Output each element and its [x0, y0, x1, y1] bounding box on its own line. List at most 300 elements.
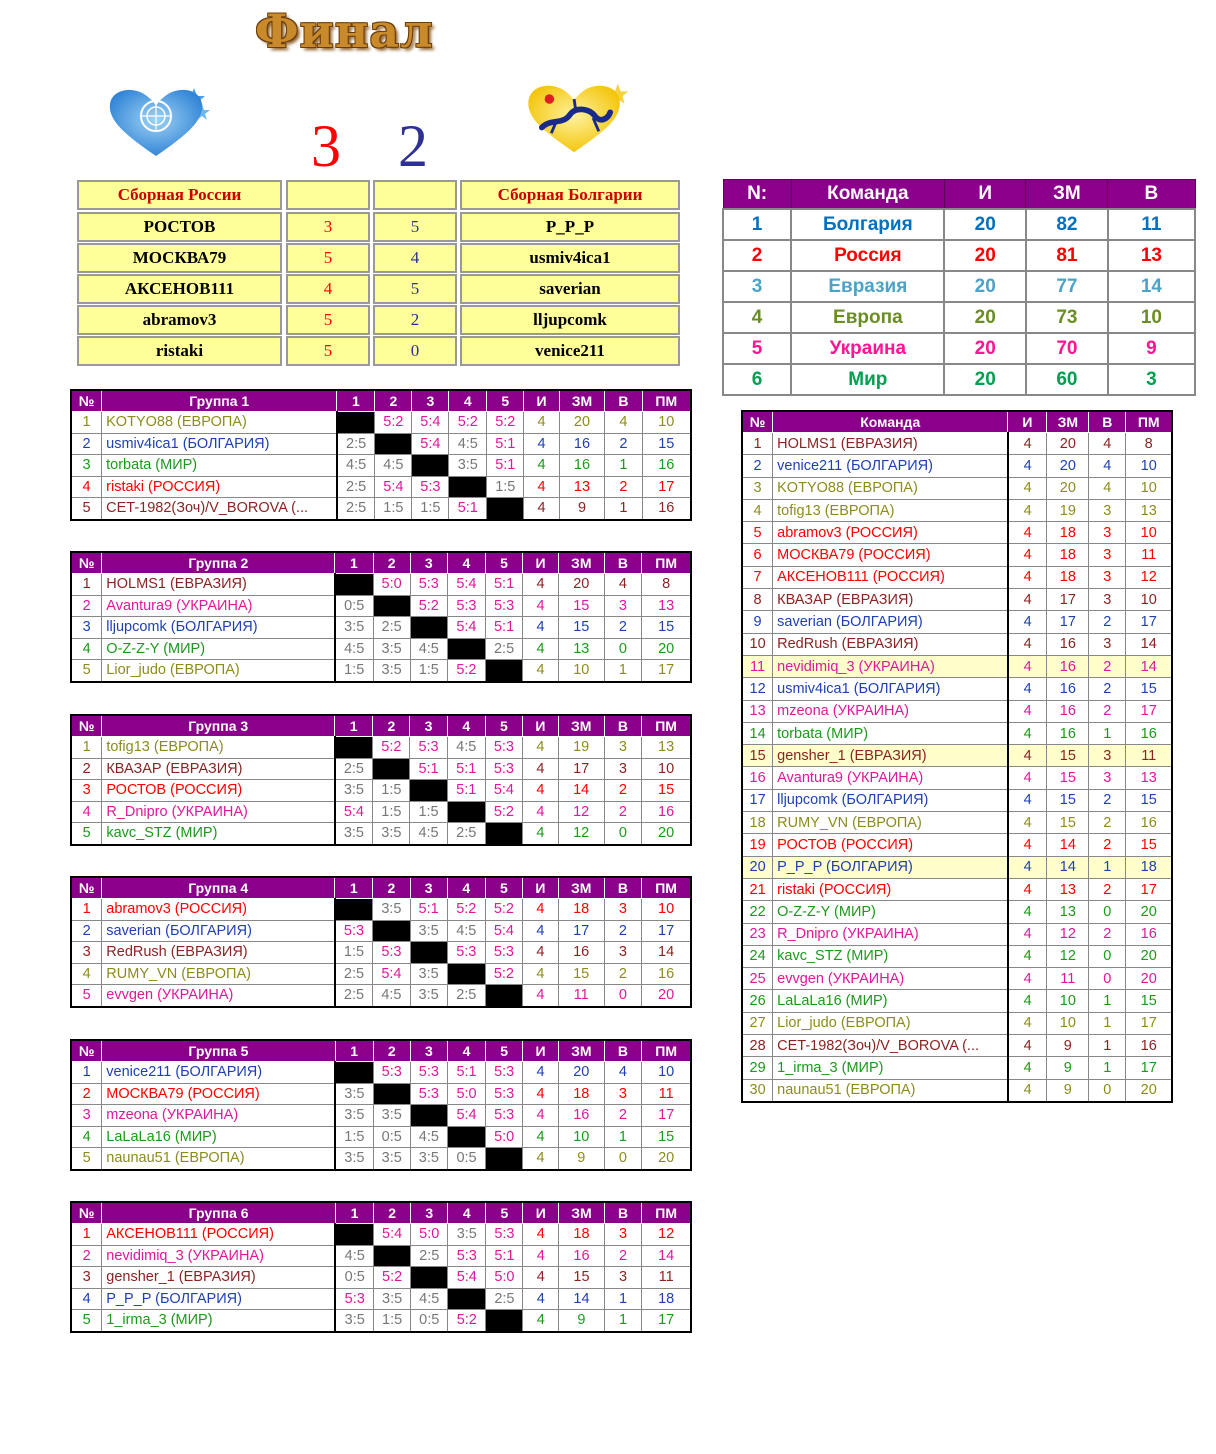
self-cell	[410, 942, 447, 964]
game-score: 2:5	[373, 617, 410, 639]
rank-number: 18	[742, 812, 773, 834]
rank-number: 4	[742, 499, 773, 521]
games-played: 4	[1008, 789, 1047, 811]
wins: 3	[1089, 544, 1126, 566]
points-lost: 16	[1126, 923, 1172, 945]
wins: 3	[604, 595, 642, 617]
points-lost: 20	[1126, 945, 1172, 967]
self-cell	[373, 1083, 410, 1105]
game-score: 5:4	[373, 963, 410, 985]
points-lost: 13	[1126, 499, 1172, 521]
team-cell: 82	[1026, 209, 1108, 240]
group-col-header: 2	[373, 715, 410, 737]
group-col-header: И	[523, 1202, 559, 1224]
group-row	[71, 1310, 691, 1332]
individual-row	[742, 745, 1172, 767]
game-score: 5:4	[447, 1105, 485, 1127]
games-played: 4	[523, 1288, 559, 1310]
individual-col-header: И	[1008, 411, 1047, 433]
points-won: 15	[1047, 789, 1089, 811]
games-played: 4	[1008, 700, 1047, 722]
wins: 0	[604, 1148, 642, 1170]
wins: 0	[604, 823, 642, 845]
wins: 1	[1089, 722, 1126, 744]
wins: 1	[1089, 1035, 1126, 1057]
games-played: 4	[1008, 633, 1047, 655]
games-played: 4	[524, 455, 559, 477]
games-played: 4	[523, 1062, 559, 1084]
games-played: 4	[523, 574, 559, 596]
team-col-header: N:	[723, 180, 791, 210]
game-score: 2:5	[337, 476, 375, 498]
points-lost: 16	[642, 801, 691, 823]
player-number: 4	[71, 638, 102, 660]
rank-number: 6	[742, 544, 773, 566]
game-score: 5:2	[447, 899, 485, 921]
game-score: 5:3	[412, 476, 449, 498]
points-won: 14	[1047, 856, 1089, 878]
group-col-header: 1	[337, 390, 375, 412]
player-name: RedRush (ЕВРАЗИЯ)	[773, 633, 1008, 655]
group-col-header: №	[71, 715, 102, 737]
wins: 2	[1089, 611, 1126, 633]
points-won: 12	[558, 801, 604, 823]
game-score: 5:3	[485, 942, 522, 964]
match-player-right: venice211	[460, 336, 680, 366]
individual-row	[742, 789, 1172, 811]
wins: 0	[1089, 945, 1126, 967]
game-score: 1:5	[373, 780, 410, 802]
self-cell	[485, 660, 522, 682]
group-col-header: В	[604, 552, 642, 574]
player-name: evvgen (УКРАИНА)	[773, 968, 1008, 990]
team-cell: 20	[944, 240, 1026, 271]
group-row	[71, 660, 691, 682]
player-name: ristaki (РОССИЯ)	[102, 476, 337, 498]
individual-row	[742, 1079, 1172, 1102]
game-score: 3:5	[410, 963, 447, 985]
games-played: 4	[523, 899, 559, 921]
player-name: ristaki (РОССИЯ)	[773, 878, 1008, 900]
points-won: 10	[558, 660, 604, 682]
games-played: 4	[1008, 1012, 1047, 1034]
group-table	[70, 714, 692, 846]
wins: 2	[1089, 812, 1126, 834]
points-won: 18	[558, 1083, 604, 1105]
rank-number: 3	[742, 477, 773, 499]
team-cell: 20	[944, 364, 1026, 395]
group-row	[71, 1245, 691, 1267]
game-score: 5:0	[486, 1267, 523, 1289]
self-cell	[373, 758, 410, 780]
points-lost: 17	[642, 660, 691, 682]
player-name: naunau51 (ЕВРОПА)	[773, 1079, 1008, 1102]
group-table	[70, 389, 692, 521]
game-score: 2:5	[411, 1245, 448, 1267]
rank-number: 1	[742, 433, 773, 455]
individual-row	[742, 611, 1172, 633]
game-score: 3:5	[373, 1105, 410, 1127]
points-lost: 16	[642, 963, 691, 985]
match-player-right: P_P_P	[460, 212, 680, 242]
points-lost: 15	[642, 1126, 691, 1148]
points-lost: 20	[1126, 1079, 1172, 1102]
rank-number: 20	[742, 856, 773, 878]
games-played: 4	[1008, 522, 1047, 544]
player-number: 5	[71, 498, 102, 520]
team-cell: 3	[1108, 364, 1195, 395]
wins: 3	[1089, 633, 1126, 655]
points-won: 20	[559, 412, 604, 434]
game-score: 5:4	[374, 1224, 411, 1246]
game-score: 5:3	[485, 737, 522, 759]
player-number: 4	[71, 1288, 102, 1310]
game-score: 5:3	[335, 920, 373, 942]
games-played: 4	[523, 595, 559, 617]
points-won: 16	[559, 455, 604, 477]
wins: 3	[604, 899, 642, 921]
group-col-header: В	[604, 1202, 642, 1224]
points-lost: 10	[1126, 522, 1172, 544]
games-played: 4	[523, 1148, 559, 1170]
game-score: 5:1	[447, 758, 485, 780]
rank-number: 28	[742, 1035, 773, 1057]
points-lost: 10	[642, 1062, 691, 1084]
player-name: mzeona (УКРАИНА)	[102, 1105, 335, 1127]
player-number: 2	[71, 1245, 102, 1267]
team-right-header: Сборная Болгарии	[460, 180, 680, 210]
player-name: naunau51 (ЕВРОПА)	[102, 1148, 335, 1170]
player-name: 1_irma_3 (МИР)	[773, 1057, 1008, 1079]
group-col-header: ЗМ	[558, 715, 604, 737]
wins: 0	[1089, 901, 1126, 923]
score-left: 3	[311, 113, 341, 179]
wins: 2	[1089, 700, 1126, 722]
team-row	[723, 209, 1195, 240]
game-score: 5:3	[447, 942, 485, 964]
points-won: 19	[1047, 499, 1089, 521]
match-score-left: 5	[286, 305, 370, 335]
game-score: 3:5	[373, 1148, 410, 1170]
individual-col-header: Команда	[773, 411, 1008, 433]
group-col-header: ЗМ	[559, 390, 604, 412]
game-score: 5:3	[410, 737, 447, 759]
points-lost: 8	[642, 574, 691, 596]
self-cell	[335, 1224, 373, 1246]
individual-row	[742, 878, 1172, 900]
points-won: 16	[558, 942, 604, 964]
points-lost: 10	[1126, 455, 1172, 477]
player-name: RUMY_VN (ЕВРОПА)	[773, 812, 1008, 834]
player-name: KOTYO88 (ЕВРОПА)	[102, 412, 337, 434]
wins: 2	[604, 963, 642, 985]
player-number: 4	[71, 801, 102, 823]
self-cell	[375, 433, 412, 455]
points-won: 9	[559, 1310, 605, 1332]
self-cell	[485, 985, 522, 1007]
individual-col-header: №	[742, 411, 773, 433]
group-row	[71, 1083, 691, 1105]
wins: 1	[604, 1288, 642, 1310]
group-row	[71, 574, 691, 596]
self-cell	[335, 899, 373, 921]
game-score: 5:3	[335, 1288, 373, 1310]
game-score: 4:5	[411, 1288, 448, 1310]
game-score: 0:5	[373, 1126, 410, 1148]
group-col-header: И	[523, 715, 559, 737]
points-lost: 13	[1126, 767, 1172, 789]
player-name: usmiv4ica1 (БОЛГАРИЯ)	[102, 433, 337, 455]
game-score: 2:5	[447, 823, 485, 845]
team-cell: 3	[723, 271, 791, 302]
wins: 3	[1089, 745, 1126, 767]
games-played: 4	[523, 780, 559, 802]
player-number: 1	[71, 412, 102, 434]
points-lost: 11	[642, 1267, 691, 1289]
individual-col-header: ЗМ	[1047, 411, 1089, 433]
player-name: Lior_judo (ЕВРОПА)	[102, 660, 335, 682]
player-name: nevidimiq_3 (УКРАИНА)	[773, 655, 1008, 677]
points-lost: 10	[1126, 477, 1172, 499]
group-col-header: №	[71, 877, 102, 899]
team-cell: 20	[944, 271, 1026, 302]
points-lost: 16	[642, 498, 691, 520]
points-won: 17	[1047, 611, 1089, 633]
team-col-header: ЗМ	[1026, 180, 1108, 210]
points-lost: 15	[1126, 789, 1172, 811]
wins: 2	[605, 476, 642, 498]
match-player-left: ristaki	[77, 336, 282, 366]
match-score-left: 5	[286, 243, 370, 273]
player-number: 1	[71, 1062, 102, 1084]
game-score: 3:5	[335, 780, 373, 802]
game-score: 3:5	[373, 660, 410, 682]
points-won: 20	[1047, 455, 1089, 477]
points-won: 13	[558, 638, 604, 660]
points-won: 20	[558, 1062, 604, 1084]
games-played: 4	[1008, 767, 1047, 789]
group-col-header: №	[71, 552, 102, 574]
player-name: saverian (БОЛГАРИЯ)	[773, 611, 1008, 633]
rank-number: 11	[742, 655, 773, 677]
player-name: HOLMS1 (ЕВРАЗИЯ)	[102, 574, 335, 596]
player-name: CET-1982(Зоч)/V_BOROVA (...	[773, 1035, 1008, 1057]
group-col-header: 4	[447, 552, 485, 574]
self-cell	[449, 476, 487, 498]
individual-row	[742, 990, 1172, 1012]
points-lost: 16	[1126, 722, 1172, 744]
points-won: 9	[1047, 1079, 1089, 1102]
player-name: nevidimiq_3 (УКРАИНА)	[102, 1245, 336, 1267]
game-score: 5:3	[485, 595, 522, 617]
game-score: 2:5	[485, 638, 522, 660]
individual-row	[742, 1057, 1172, 1079]
team-row	[723, 302, 1195, 333]
group-col-header: В	[604, 715, 642, 737]
game-score: 5:2	[373, 737, 410, 759]
self-cell	[373, 595, 410, 617]
group-header-row	[71, 1040, 691, 1062]
wins: 0	[1089, 1079, 1126, 1102]
points-won: 15	[558, 595, 604, 617]
player-name: mzeona (УКРАИНА)	[773, 700, 1008, 722]
rank-number: 22	[742, 901, 773, 923]
game-score: 1:5	[487, 476, 524, 498]
individual-row	[742, 700, 1172, 722]
points-won: 13	[559, 476, 604, 498]
group-row	[71, 1288, 691, 1310]
game-score: 5:3	[485, 758, 522, 780]
game-score: 1:5	[335, 660, 373, 682]
match-score-left: 4	[286, 274, 370, 304]
game-score: 5:0	[486, 1126, 523, 1148]
wins: 4	[1089, 477, 1126, 499]
match-player-left: МОСКВА79	[77, 243, 282, 273]
games-played: 4	[523, 617, 559, 639]
games-played: 4	[523, 920, 559, 942]
points-lost: 12	[1126, 566, 1172, 588]
wins: 3	[1089, 522, 1126, 544]
wins: 3	[1089, 767, 1126, 789]
team-cell: 77	[1026, 271, 1108, 302]
team-col-header: Команда	[791, 180, 944, 210]
player-name: Avantura9 (УКРАИНА)	[773, 767, 1008, 789]
game-score: 5:4	[447, 617, 485, 639]
group-col-header: ПМ	[642, 1040, 691, 1062]
games-played: 4	[523, 1083, 559, 1105]
player-name: LaLaLa16 (МИР)	[773, 990, 1008, 1012]
player-number: 3	[71, 780, 102, 802]
player-name: torbata (МИР)	[773, 722, 1008, 744]
game-score: 5:3	[448, 1245, 486, 1267]
player-name: АКСЕНОВ111 (РОССИЯ)	[102, 1224, 336, 1246]
rank-number: 8	[742, 589, 773, 611]
player-number: 5	[71, 823, 102, 845]
player-number: 5	[71, 1310, 102, 1332]
points-won: 17	[1047, 589, 1089, 611]
points-won: 14	[1047, 834, 1089, 856]
points-won: 16	[1047, 633, 1089, 655]
wins: 0	[604, 985, 642, 1007]
game-score: 5:4	[412, 412, 449, 434]
group-col-header: 1	[335, 552, 373, 574]
player-number: 3	[71, 1267, 102, 1289]
points-won: 16	[1047, 700, 1089, 722]
points-lost: 14	[642, 1245, 691, 1267]
points-lost: 16	[1126, 812, 1172, 834]
team-cell: Европа	[791, 302, 944, 333]
group-col-header: ПМ	[642, 877, 691, 899]
game-score: 5:1	[410, 899, 447, 921]
player-number: 4	[71, 1126, 102, 1148]
game-score: 3:5	[335, 617, 373, 639]
match-player-left: РОСТОВ	[77, 212, 282, 242]
player-name: lljupcomk (БОЛГАРИЯ)	[773, 789, 1008, 811]
games-played: 4	[523, 963, 559, 985]
game-score: 0:5	[411, 1310, 448, 1332]
wins: 1	[1089, 1012, 1126, 1034]
games-played: 4	[1008, 1079, 1047, 1102]
games-played: 4	[1008, 834, 1047, 856]
group-table	[70, 876, 692, 1008]
game-score: 2:5	[486, 1288, 523, 1310]
individual-col-header: ПМ	[1126, 411, 1172, 433]
games-played: 4	[523, 758, 559, 780]
self-cell	[487, 498, 524, 520]
player-number: 1	[71, 737, 102, 759]
game-score: 4:5	[449, 433, 487, 455]
games-played: 4	[523, 801, 559, 823]
game-score: 5:4	[375, 476, 412, 498]
player-name: RedRush (ЕВРАЗИЯ)	[102, 942, 335, 964]
points-lost: 20	[642, 1148, 691, 1170]
wins: 2	[604, 1245, 642, 1267]
wins: 3	[1089, 499, 1126, 521]
games-played: 4	[523, 823, 559, 845]
game-score: 4:5	[337, 455, 375, 477]
game-score: 5:1	[486, 1245, 523, 1267]
self-cell	[448, 1288, 486, 1310]
game-score: 3:5	[374, 1288, 411, 1310]
rank-number: 2	[742, 455, 773, 477]
match-player-left: АКСЕНОВ111	[77, 274, 282, 304]
games-played: 4	[1008, 990, 1047, 1012]
points-lost: 20	[1126, 901, 1172, 923]
rank-number: 7	[742, 566, 773, 588]
game-score: 5:1	[447, 780, 485, 802]
games-played: 4	[1008, 745, 1047, 767]
self-cell	[410, 617, 447, 639]
game-score: 5:3	[486, 1083, 523, 1105]
wins: 2	[1089, 655, 1126, 677]
match-player-right: usmiv4ica1	[460, 243, 680, 273]
group-col-header: №	[71, 1040, 102, 1062]
group-row	[71, 595, 691, 617]
group-col-header: №	[71, 1202, 102, 1224]
player-number: 2	[71, 595, 102, 617]
group-header-row	[71, 877, 691, 899]
wins: 3	[604, 1267, 642, 1289]
group-col-header: ПМ	[642, 715, 691, 737]
points-lost: 16	[642, 455, 691, 477]
games-played: 4	[523, 1126, 559, 1148]
points-won: 15	[1047, 745, 1089, 767]
player-name: abramov3 (РОССИЯ)	[773, 522, 1008, 544]
points-lost: 11	[642, 1083, 691, 1105]
games-played: 4	[1008, 923, 1047, 945]
team-cell: 4	[723, 302, 791, 333]
wins: 4	[605, 412, 642, 434]
player-number: 5	[71, 985, 102, 1007]
match-player-left: abramov3	[77, 305, 282, 335]
self-cell	[374, 1245, 411, 1267]
rank-number: 24	[742, 945, 773, 967]
player-name: tofig13 (ЕВРОПА)	[102, 737, 335, 759]
games-played: 4	[523, 1245, 559, 1267]
self-cell	[373, 920, 410, 942]
points-won: 12	[1047, 923, 1089, 945]
rank-number: 17	[742, 789, 773, 811]
game-score: 1:5	[410, 801, 447, 823]
games-played: 4	[523, 1105, 559, 1127]
individual-row	[742, 812, 1172, 834]
games-played: 4	[524, 433, 559, 455]
points-lost: 15	[1126, 678, 1172, 700]
wins: 1	[1089, 856, 1126, 878]
points-won: 16	[559, 433, 604, 455]
player-number: 2	[71, 758, 102, 780]
points-lost: 15	[1126, 834, 1172, 856]
